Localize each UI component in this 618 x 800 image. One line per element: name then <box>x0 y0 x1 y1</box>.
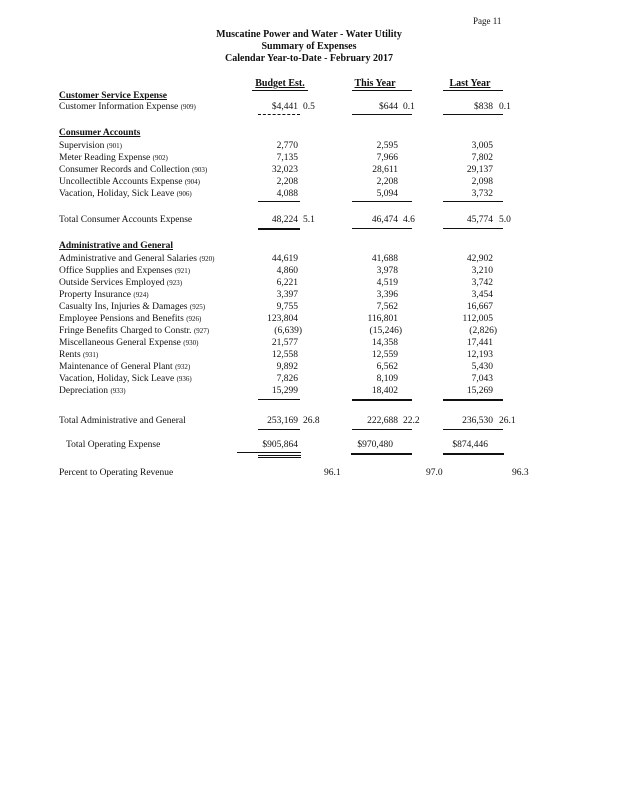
budget-value: 3,397 <box>276 290 298 300</box>
table-row <box>0 266 618 278</box>
row-label: Depreciation (933) <box>59 386 126 396</box>
row-label: Fringe Benefits Charged to Constr. (927) <box>59 326 210 336</box>
divider <box>352 399 412 401</box>
row-label: Customer Information Expense (909) <box>59 102 196 112</box>
last-year-value: 29,137 <box>466 165 493 175</box>
budget-value: 48,224 <box>271 215 298 225</box>
report-subtitle: Summary of Expenses <box>261 41 357 52</box>
row-label: Supervision (901) <box>59 141 122 151</box>
row-label: Total Operating Expense <box>66 440 161 450</box>
divider <box>258 399 300 400</box>
row-label: Vacation, Holiday, Sick Leave (936) <box>59 374 192 384</box>
divider <box>443 90 503 91</box>
divider <box>258 228 300 230</box>
divider <box>443 114 503 115</box>
budget-pct: 96.1 <box>324 468 341 478</box>
budget-value: 123,804 <box>267 314 298 324</box>
row-label: Meter Reading Expense (902) <box>59 153 168 163</box>
last-year-value: 236,530 <box>462 416 493 426</box>
last-year-value: 16,667 <box>466 302 493 312</box>
budget-value: 9,755 <box>276 302 298 312</box>
last-year-pct: 5.0 <box>499 215 511 225</box>
divider <box>351 453 412 455</box>
this-year-value: 4,519 <box>376 278 398 288</box>
last-year-pct: 96.3 <box>512 468 529 478</box>
section-title-admin-general: Administrative and General <box>59 241 173 251</box>
last-year-value: (2,826) <box>469 326 497 336</box>
this-year-value: 2,208 <box>376 177 398 187</box>
table-row <box>0 302 618 314</box>
this-year-value: 6,562 <box>376 362 398 372</box>
table-row <box>0 278 618 290</box>
budget-value: 21,577 <box>271 338 298 348</box>
divider <box>443 429 503 430</box>
row-label: Maintenance of General Plant (932) <box>59 362 191 372</box>
row-label: Office Supplies and Expenses (921) <box>59 266 191 276</box>
this-year-value: 3,396 <box>376 290 398 300</box>
report-title: Muscatine Power and Water - Water Utility <box>216 29 402 40</box>
table-row <box>0 153 618 165</box>
last-year-value: $838 <box>474 102 493 112</box>
this-year-value: (15,246) <box>369 326 402 336</box>
this-year-value: 116,801 <box>367 314 398 324</box>
budget-pct: 0.5 <box>303 102 315 112</box>
last-year-value: 15,269 <box>466 386 493 396</box>
table-row <box>0 177 618 189</box>
last-year-value: 112,005 <box>462 314 493 324</box>
section-title-customer-service: Customer Service Expense <box>59 91 168 101</box>
row-label: Administrative and General Salaries (920) <box>59 254 215 264</box>
last-year-pct: 26.1 <box>499 416 516 426</box>
budget-value: 253,169 <box>267 416 298 426</box>
divider <box>258 114 300 115</box>
budget-value: 2,208 <box>276 177 298 187</box>
this-year-value: 41,688 <box>371 254 398 264</box>
total-row <box>0 416 618 428</box>
page-number: Page 11 <box>473 16 502 26</box>
last-year-value: 3,742 <box>471 278 493 288</box>
this-year-pct: 22.2 <box>403 416 420 426</box>
this-year-value: 12,559 <box>371 350 398 360</box>
this-year-value: 2,595 <box>376 141 398 151</box>
divider <box>252 90 308 91</box>
double-underline <box>258 455 301 458</box>
column-header-last-year: Last Year <box>449 78 491 89</box>
divider <box>258 429 300 430</box>
budget-value: 12,558 <box>271 350 298 360</box>
table-row <box>0 290 618 302</box>
this-year-value: 8,109 <box>376 374 398 384</box>
table-row <box>0 141 618 153</box>
this-year-value: 46,474 <box>371 215 398 225</box>
column-header-budget: Budget Est. <box>255 78 305 89</box>
budget-value: 6,221 <box>276 278 298 288</box>
this-year-value: 14,358 <box>371 338 398 348</box>
this-year-value: 28,611 <box>372 165 398 175</box>
this-year-pct: 97.0 <box>426 468 443 478</box>
divider <box>443 228 503 229</box>
budget-value: $905,864 <box>262 440 298 450</box>
budget-value: 44,619 <box>271 254 298 264</box>
this-year-value: 3,978 <box>376 266 398 276</box>
budget-value: 4,088 <box>276 189 298 199</box>
last-year-value: 2,098 <box>471 177 493 187</box>
row-label: Property Insurance (924) <box>59 290 149 300</box>
budget-value: 4,860 <box>276 266 298 276</box>
table-row <box>0 338 618 350</box>
report-period: Calendar Year-to-Date - February 2017 <box>225 53 393 64</box>
this-year-value: 18,402 <box>371 386 398 396</box>
row-label: Percent to Operating Revenue <box>59 468 174 478</box>
budget-pct: 26.8 <box>303 416 320 426</box>
row-label: Total Consumer Accounts Expense <box>59 215 193 225</box>
divider <box>352 228 412 229</box>
this-year-value: $644 <box>379 102 398 112</box>
row-label: Employee Pensions and Benefits (926) <box>59 314 202 324</box>
table-row <box>0 374 618 386</box>
divider <box>352 429 412 430</box>
budget-pct: 5.1 <box>303 215 315 225</box>
row-label: Outside Services Employed (923) <box>59 278 183 288</box>
row-label: Miscellaneous General Expense (930) <box>59 338 199 348</box>
last-year-value: 7,802 <box>471 153 493 163</box>
row-label: Consumer Records and Collection (903) <box>59 165 208 175</box>
row-label: Uncollectible Accounts Expense (904) <box>59 177 201 187</box>
last-year-value: 7,043 <box>471 374 493 384</box>
budget-value: 2,770 <box>276 141 298 151</box>
row-label: Rents (931) <box>59 350 99 360</box>
percent-revenue-row <box>0 468 618 480</box>
divider <box>443 453 504 455</box>
last-year-value: 45,774 <box>466 215 493 225</box>
table-row <box>0 350 618 362</box>
total-operating-row <box>0 440 618 452</box>
table-row <box>0 386 618 398</box>
last-year-value: 3,210 <box>471 266 493 276</box>
last-year-value: 12,193 <box>466 350 493 360</box>
total-row <box>0 215 618 227</box>
last-year-pct: 0.1 <box>499 102 511 112</box>
this-year-value: 7,966 <box>376 153 398 163</box>
table-row <box>0 189 618 201</box>
this-year-pct: 0.1 <box>403 102 415 112</box>
budget-value: 9,892 <box>276 362 298 372</box>
divider <box>443 201 503 202</box>
budget-value: 15,299 <box>271 386 298 396</box>
this-year-pct: 4.6 <box>403 215 415 225</box>
budget-value: (6,639) <box>274 326 302 336</box>
this-year-value: 5,094 <box>376 189 398 199</box>
row-label: Casualty Ins, Injuries & Damages (925) <box>59 302 206 312</box>
table-row <box>0 165 618 177</box>
budget-value: 7,826 <box>276 374 298 384</box>
divider <box>258 201 300 202</box>
table-row <box>0 254 618 266</box>
budget-value: 32,023 <box>271 165 298 175</box>
this-year-value: $970,480 <box>357 440 393 450</box>
divider <box>352 114 412 115</box>
column-header-this-year: This Year <box>354 78 396 89</box>
divider <box>443 399 503 401</box>
table-row <box>0 326 618 338</box>
row-label: Total Administrative and General <box>59 416 186 426</box>
last-year-value: 3,732 <box>471 189 493 199</box>
last-year-value: 3,454 <box>471 290 493 300</box>
this-year-value: 7,562 <box>376 302 398 312</box>
table-row <box>0 102 618 114</box>
last-year-value: 17,441 <box>466 338 493 348</box>
divider <box>237 452 301 453</box>
budget-value: $4,441 <box>271 102 298 112</box>
divider <box>352 90 412 91</box>
last-year-value: 3,005 <box>471 141 493 151</box>
last-year-value: $874,446 <box>452 440 488 450</box>
table-row <box>0 314 618 326</box>
row-label: Vacation, Holiday, Sick Leave (906) <box>59 189 192 199</box>
budget-value: 7,135 <box>276 153 298 163</box>
divider <box>352 201 412 202</box>
this-year-value: 222,688 <box>367 416 398 426</box>
last-year-value: 42,902 <box>466 254 493 264</box>
table-row <box>0 362 618 374</box>
last-year-value: 5,430 <box>471 362 493 372</box>
section-title-consumer-accounts: Consumer Accounts <box>59 128 141 138</box>
